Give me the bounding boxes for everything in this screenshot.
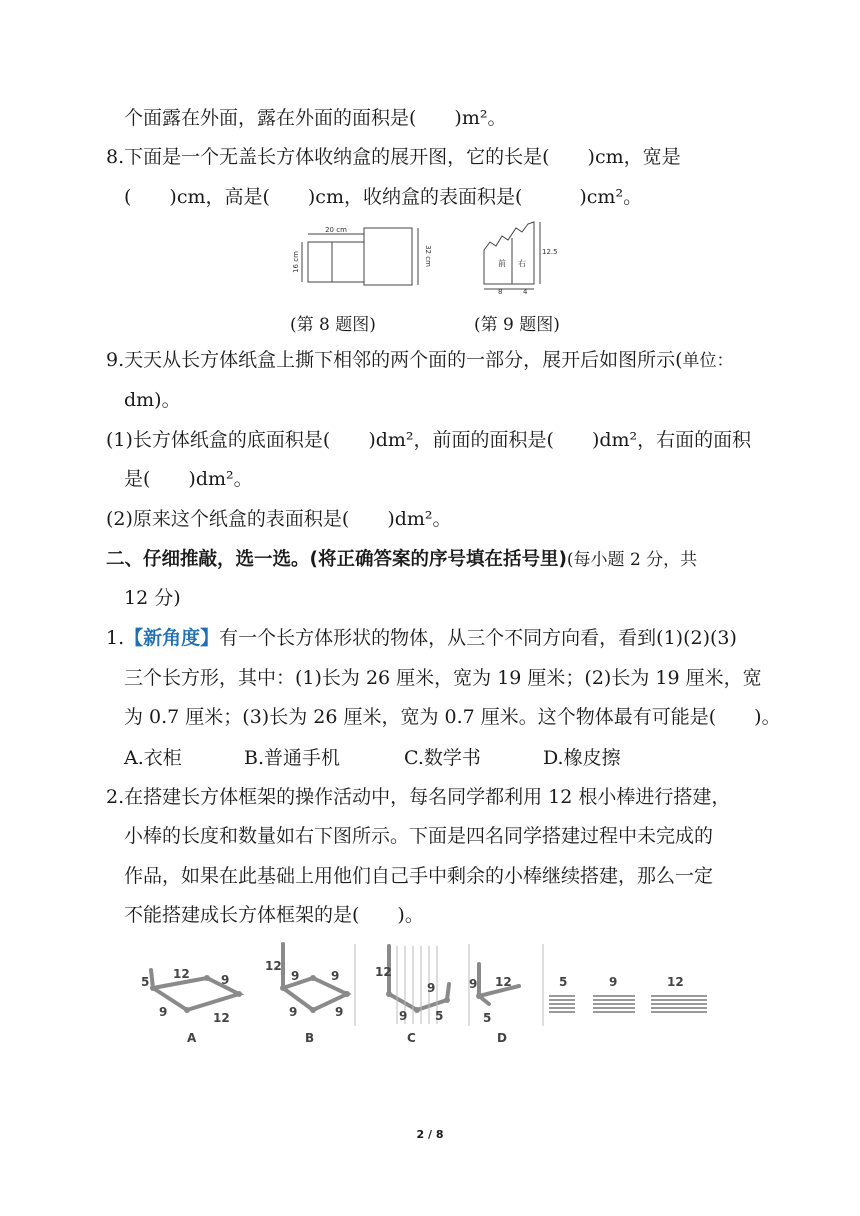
fig8-caption: (第 8 题图): [290, 315, 376, 335]
s2-q2-line4: 不能搭建成长方体框架的是( )。: [124, 904, 424, 926]
frame-b-label-9b: 9: [331, 969, 340, 983]
legend-label-5: 5: [559, 975, 568, 989]
frame-c-label-5: 5: [435, 1009, 444, 1023]
frame-a-label-12b: 12: [213, 1011, 230, 1025]
frame-c-label-12: 12: [375, 965, 392, 979]
option-d: D.橡皮擦: [543, 747, 621, 769]
q9-line2: dm)。: [124, 389, 181, 411]
fig8-left-label: 16 cm: [292, 251, 300, 273]
frame-a-label-5: 5: [141, 975, 150, 989]
frame-a-label-9a: 9: [221, 973, 230, 987]
frame-d-caption: D: [497, 1031, 507, 1045]
q9-part2: (2)原来这个纸盒的表面积是( )dm²。: [106, 508, 452, 530]
fig9-right-label: 右: [518, 259, 526, 268]
fig8-top-label: 20 cm: [325, 226, 347, 234]
fig9-bottom-label-2: 4: [523, 288, 528, 294]
frame-c-label-9a: 9: [427, 981, 436, 995]
frame-b-label-9d: 9: [335, 1005, 344, 1019]
q9-line1: 9.天天从长方体纸盒上撕下相邻的两个面的一部分，展开后如图所示(单位：: [106, 349, 734, 371]
fig9-height-label: 12.5: [542, 248, 558, 256]
s2-q1-line2: 三个长方形，其中：(1)长为 26 厘米，宽为 19 厘米；(2)长为 19 厘米，宽: [124, 667, 762, 689]
frame-b-caption: B: [305, 1031, 315, 1045]
frame-a-label-9b: 9: [159, 1005, 168, 1019]
legend-label-12: 12: [667, 975, 684, 989]
fig9-caption: (第 9 题图): [474, 315, 560, 335]
option-c: C.数学书: [404, 747, 481, 769]
frame-a-caption: A: [187, 1031, 197, 1045]
option-a: A.衣柜: [124, 747, 182, 769]
fig8-net-diagram: [292, 220, 438, 288]
q8-line1: 8.下面是一个无盖长方体收纳盒的展开图，它的长是( )cm，宽是: [106, 146, 681, 168]
s2-q2-line3: 作品，如果在此基础上用他们自己手中剩余的小棒继续搭建，那么一定: [124, 865, 714, 887]
frame-b-label-12: 12: [265, 959, 282, 973]
frame-a-label-12a: 12: [173, 967, 190, 981]
new-angle-tag: 【新角度】: [124, 627, 220, 649]
frame-d-label-5: 5: [483, 1011, 492, 1025]
s2-q2-line1: 2.在搭建长方体框架的操作活动中，每名同学都利用 12 根小棒进行搭建，: [106, 786, 731, 808]
fig8-face-left: [308, 242, 364, 282]
page-number: 2 / 8: [416, 1128, 444, 1141]
option-b: B.普通手机: [244, 747, 341, 769]
s2-q1-line1: 1.【新角度】有一个长方体形状的物体，从三个不同方向看，看到(1)(2)(3): [106, 627, 737, 649]
frame-b-label-9a: 9: [291, 969, 300, 983]
s2-q1-line3: 为 0.7 厘米；(3)长为 26 厘米，宽为 0.7 厘米。这个物体最有可能是( )。: [124, 706, 781, 728]
frame-c-caption: C: [407, 1031, 416, 1045]
fig9-front-label: 前: [498, 259, 506, 268]
fig8-face-center: [364, 228, 412, 285]
s2-q2-line2: 小棒的长度和数量如右下图所示。下面是四名同学搭建过程中未完成的: [124, 825, 714, 847]
frame-d-label-9: 9: [469, 977, 478, 991]
stick-frames-figure: [135, 936, 715, 1052]
legend-label-9: 9: [609, 975, 618, 989]
q9-part1-line2: 是( )dm²。: [124, 468, 253, 490]
frame-d-label-12: 12: [495, 975, 512, 989]
section-2-score: 12 分): [124, 587, 181, 609]
fig9-bottom-label-1: 8: [498, 288, 503, 294]
fig8-right-label: 32 cm: [424, 245, 432, 267]
q9-part1-line1: (1)长方体纸盒的底面积是( )dm²，前面的面积是( )dm²，右面的面积: [106, 429, 752, 451]
frame-b-label-9c: 9: [289, 1005, 298, 1019]
fig9-torn-box-diagram: [476, 218, 566, 294]
section-2-heading: 二、仔细推敲，选一选。(将正确答案的序号填在括号里)(每小题 2 分，共: [106, 549, 698, 570]
q8-line2: ( )cm，高是( )cm，收纳盒的表面积是( )cm²。: [124, 186, 643, 208]
frame-c-label-9b: 9: [399, 1009, 408, 1023]
q7-tail: 个面露在外面，露在外面的面积是( )m²。: [124, 107, 507, 129]
